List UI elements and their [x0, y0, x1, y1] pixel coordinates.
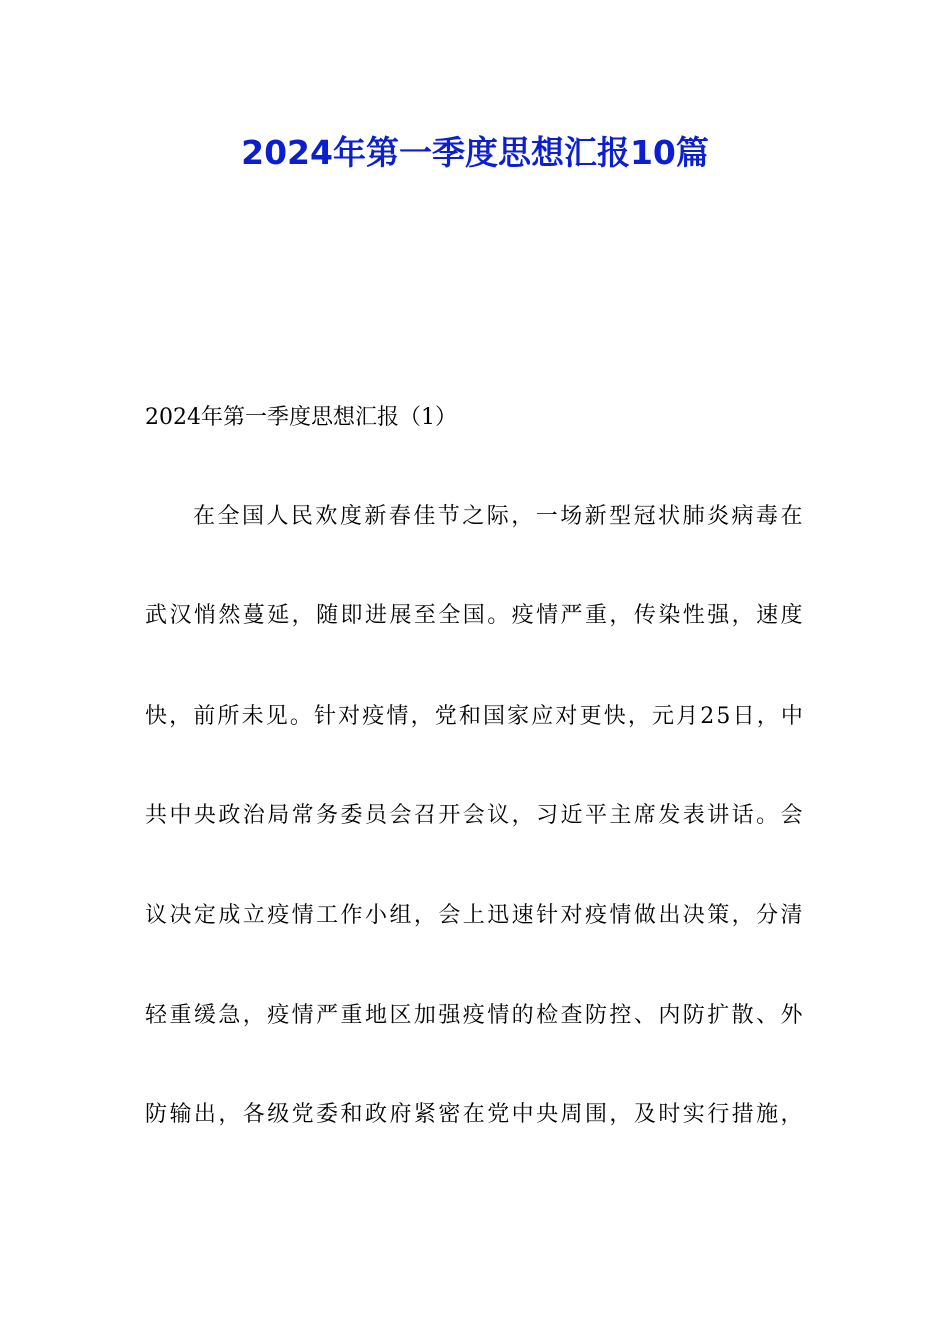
paragraph-line: 防输出，各级党委和政府紧密在党中央周围，及时实行措施， — [145, 1102, 805, 1127]
paragraph-line: 在全国人民欢度新春佳节之际，一场新型冠状肺炎病毒在 — [193, 504, 805, 529]
paragraph-line: 轻重缓急，疫情严重地区加强疫情的检查防控、内防扩散、外 — [145, 1003, 805, 1028]
paragraph-line: 共中央政治局常务委员会召开会议，习近平主席发表讲话。会 — [145, 803, 805, 828]
paragraph-line: 议决定成立疫情工作小组，会上迅速针对疫情做出决策，分清 — [145, 903, 805, 928]
section-heading: 2024年第一季度思想汇报（1） — [145, 405, 457, 430]
paragraph-line: 武汉悄然蔓延，随即进展至全国。疫情严重，传染性强，速度 — [145, 603, 805, 628]
paragraph-line: 快，前所未见。针对疫情，党和国家应对更快，元月25日，中 — [145, 704, 805, 729]
document-title: 2024年第一季度思想汇报10篇 — [241, 133, 709, 172]
